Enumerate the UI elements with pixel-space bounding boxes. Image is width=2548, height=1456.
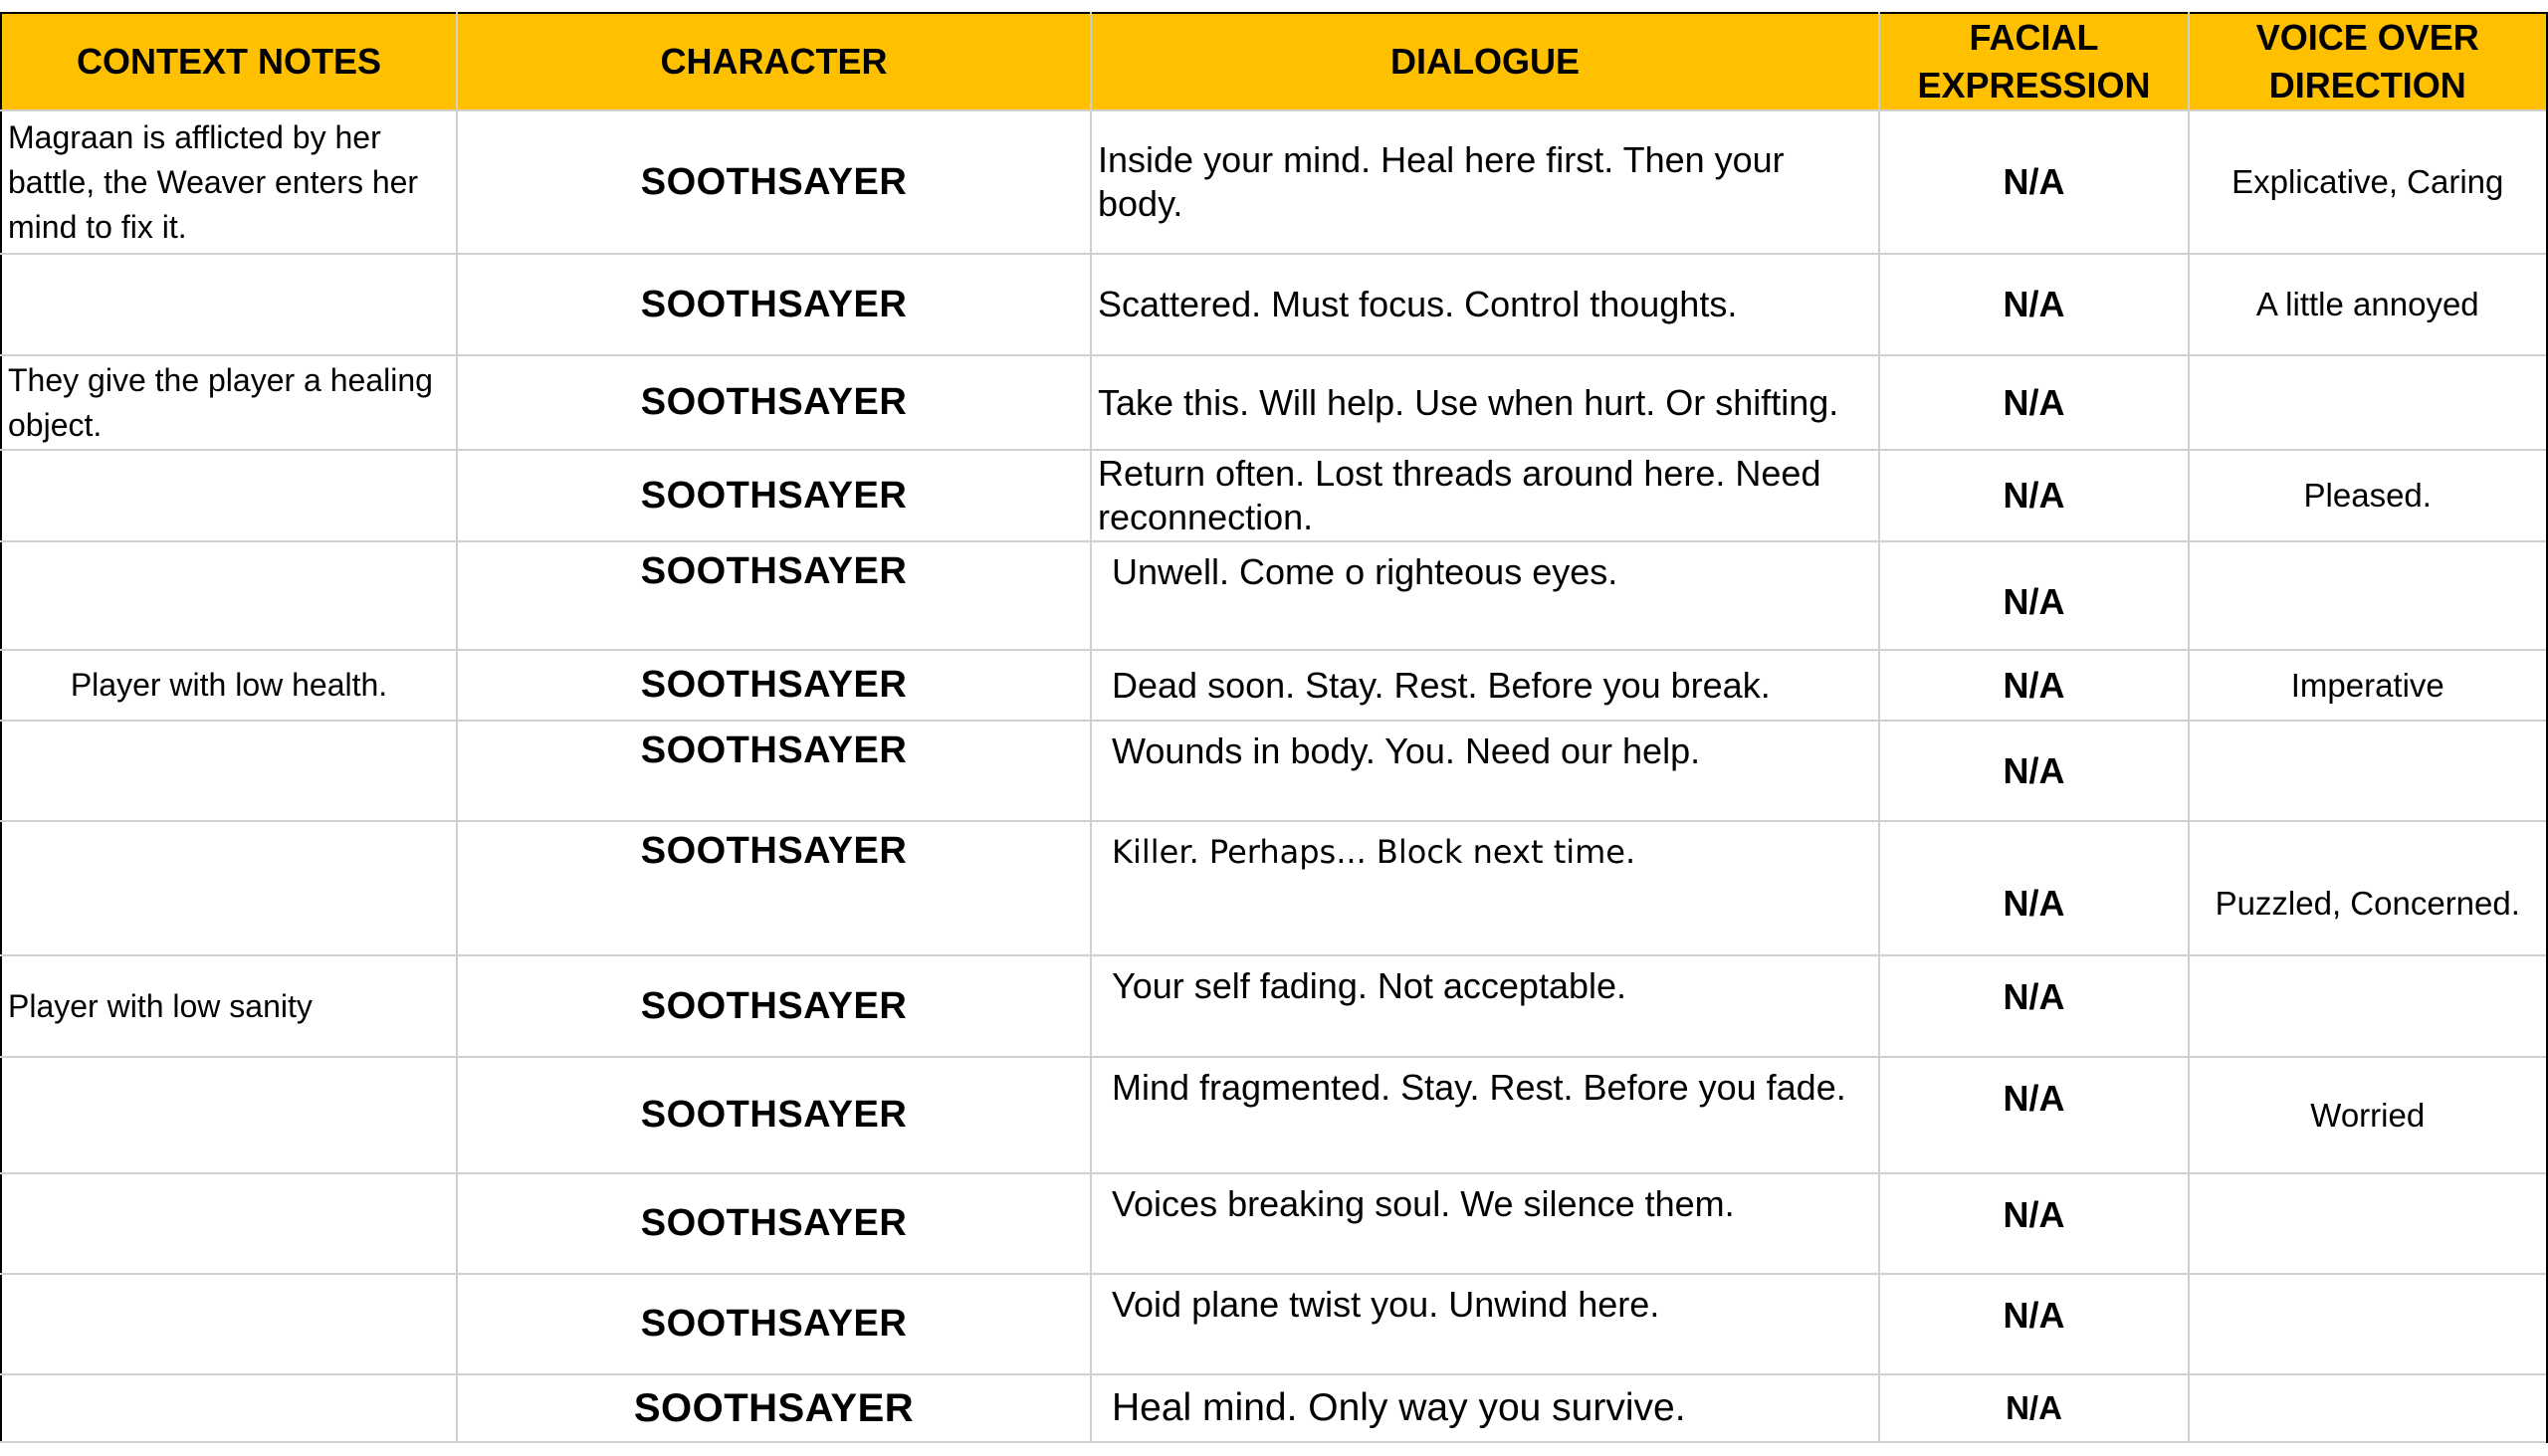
cell-voice[interactable] xyxy=(2189,721,2547,821)
cell-dialogue[interactable]: Mind fragmented. Stay. Rest. Before you fade. xyxy=(1091,1057,1879,1173)
cell-voice[interactable]: Pleased. xyxy=(2189,450,2547,541)
table-row xyxy=(1,1057,2547,1173)
cell-context[interactable] xyxy=(1,450,457,541)
header-character[interactable]: CHARACTER xyxy=(457,13,1091,110)
table-row xyxy=(1,110,2547,254)
cell-character[interactable]: SOOTHSAYER xyxy=(457,650,1091,721)
cell-context[interactable] xyxy=(1,1057,457,1173)
cell-character[interactable]: SOOTHSAYER xyxy=(457,541,1091,650)
cell-context[interactable] xyxy=(1,1173,457,1274)
cell-character[interactable]: SOOTHSAYER xyxy=(457,355,1091,450)
cell-dialogue[interactable]: Scattered. Must focus. Control thoughts. xyxy=(1091,254,1879,355)
table-row xyxy=(1,355,2547,450)
header-row xyxy=(1,13,2547,110)
cell-dialogue[interactable]: Killer. Perhaps... Block next time. xyxy=(1091,821,1879,955)
cell-context[interactable] xyxy=(1,1274,457,1374)
cell-dialogue[interactable]: Voices breaking soul. We silence them. xyxy=(1091,1173,1879,1274)
cell-character[interactable]: SOOTHSAYER xyxy=(457,955,1091,1057)
cell-facial[interactable]: N/A xyxy=(1879,110,2189,254)
header-voice-over-direction[interactable]: VOICE OVER DIRECTION xyxy=(2189,13,2547,110)
table-row xyxy=(1,541,2547,650)
cell-voice[interactable]: Imperative xyxy=(2189,650,2547,721)
cell-context[interactable] xyxy=(1,541,457,650)
cell-context[interactable] xyxy=(1,1374,457,1442)
cell-character[interactable]: SOOTHSAYER xyxy=(457,450,1091,541)
cell-dialogue[interactable]: Dead soon. Stay. Rest. Before you break. xyxy=(1091,650,1879,721)
table-row xyxy=(1,1274,2547,1374)
cell-facial[interactable]: N/A xyxy=(1879,1057,2189,1173)
dialogue-script-table xyxy=(0,12,2548,1443)
cell-context[interactable] xyxy=(1,254,457,355)
cell-context[interactable]: Magraan is afflicted by her battle, the Weaver enters her mind to fix it. xyxy=(1,110,457,254)
cell-dialogue[interactable]: Heal mind. Only way you survive. xyxy=(1091,1374,1879,1442)
cell-facial[interactable]: N/A xyxy=(1879,1274,2189,1374)
cell-facial[interactable]: N/A xyxy=(1879,450,2189,541)
cell-facial[interactable]: N/A xyxy=(1879,821,2189,955)
table-row xyxy=(1,650,2547,721)
cell-context[interactable]: They give the player a healing object. xyxy=(1,355,457,450)
cell-voice[interactable]: A little annoyed xyxy=(2189,254,2547,355)
cell-character[interactable]: SOOTHSAYER xyxy=(457,1374,1091,1442)
cell-dialogue[interactable]: Inside your mind. Heal here first. Then your body. xyxy=(1091,110,1879,254)
header-facial-expression[interactable]: FACIAL EXPRESSION xyxy=(1879,13,2189,110)
cell-facial[interactable]: N/A xyxy=(1879,355,2189,450)
cell-character[interactable]: SOOTHSAYER xyxy=(457,1173,1091,1274)
table-row xyxy=(1,1173,2547,1274)
cell-facial[interactable]: N/A xyxy=(1879,1374,2189,1442)
cell-facial[interactable]: N/A xyxy=(1879,955,2189,1057)
table-row xyxy=(1,1374,2547,1442)
cell-character[interactable]: SOOTHSAYER xyxy=(457,1057,1091,1173)
table-row xyxy=(1,254,2547,355)
cell-voice[interactable] xyxy=(2189,1173,2547,1274)
cell-facial[interactable]: N/A xyxy=(1879,650,2189,721)
table-row xyxy=(1,955,2547,1057)
cell-voice[interactable]: Explicative, Caring xyxy=(2189,110,2547,254)
cell-character[interactable]: SOOTHSAYER xyxy=(457,110,1091,254)
cell-context[interactable]: Player with low health. xyxy=(1,650,457,721)
cell-facial[interactable]: N/A xyxy=(1879,1173,2189,1274)
table-row xyxy=(1,821,2547,955)
cell-facial[interactable]: N/A xyxy=(1879,721,2189,821)
cell-voice[interactable] xyxy=(2189,541,2547,650)
header-dialogue[interactable]: DIALOGUE xyxy=(1091,13,1879,110)
cell-voice[interactable] xyxy=(2189,1274,2547,1374)
cell-voice[interactable]: Puzzled, Concerned. xyxy=(2189,821,2547,955)
cell-dialogue[interactable]: Void plane twist you. Unwind here. xyxy=(1091,1274,1879,1374)
cell-character[interactable]: SOOTHSAYER xyxy=(457,821,1091,955)
cell-context[interactable]: Player with low sanity xyxy=(1,955,457,1057)
cell-voice[interactable] xyxy=(2189,955,2547,1057)
cell-character[interactable]: SOOTHSAYER xyxy=(457,721,1091,821)
cell-facial[interactable]: N/A xyxy=(1879,541,2189,650)
cell-context[interactable] xyxy=(1,721,457,821)
cell-dialogue[interactable]: Wounds in body. You. Need our help. xyxy=(1091,721,1879,821)
cell-character[interactable]: SOOTHSAYER xyxy=(457,254,1091,355)
cell-dialogue[interactable]: Return often. Lost threads around here. Need reconnection. xyxy=(1091,450,1879,541)
cell-dialogue[interactable]: Unwell. Come o righteous eyes. xyxy=(1091,541,1879,650)
table-row xyxy=(1,450,2547,541)
cell-context[interactable] xyxy=(1,821,457,955)
cell-dialogue[interactable]: Take this. Will help. Use when hurt. Or shifting. xyxy=(1091,355,1879,450)
cell-voice[interactable] xyxy=(2189,355,2547,450)
cell-facial[interactable]: N/A xyxy=(1879,254,2189,355)
table-row xyxy=(1,721,2547,821)
cell-voice[interactable]: Worried xyxy=(2189,1057,2547,1173)
header-context-notes[interactable]: CONTEXT NOTES xyxy=(1,13,457,110)
cell-dialogue[interactable]: Your self fading. Not acceptable. xyxy=(1091,955,1879,1057)
cell-character[interactable]: SOOTHSAYER xyxy=(457,1274,1091,1374)
cell-voice[interactable] xyxy=(2189,1374,2547,1442)
